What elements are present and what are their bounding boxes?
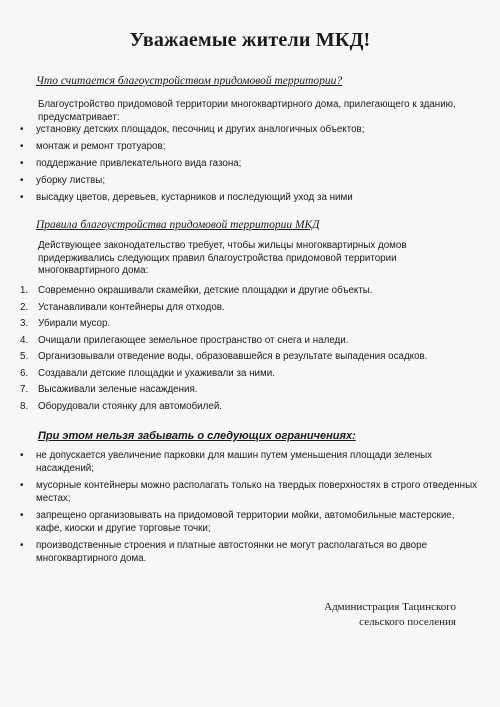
item-number: 5. bbox=[20, 351, 29, 362]
list-item: • производственные строения и платные автостоянки не могут располагаться во дворе многоквартирного дома. bbox=[18, 540, 478, 565]
list-item: • запрещено организовывать на придомовой территории мойки, автомобильные мастерские, кафе, киоски и другие торговые точки; bbox=[18, 510, 478, 535]
list-item bbox=[20, 318, 480, 331]
item-number: 2. bbox=[20, 301, 29, 313]
item-number: 1. bbox=[20, 285, 29, 296]
list-item bbox=[20, 285, 480, 298]
item-text: Организовывали отведение воды, образовавшейся в результате выпадения осадков. bbox=[38, 351, 428, 362]
section3-list bbox=[18, 450, 478, 565]
item-text: Очищали прилегающее земельное пространство от снега и наледи. bbox=[38, 334, 349, 346]
item-text: Современно окрашивали скамейки, детские площадки и другие объекты. bbox=[38, 285, 373, 296]
list-item: • поддержание привлекательного вида газона; bbox=[18, 158, 478, 171]
section2-list bbox=[20, 285, 480, 413]
item-number: 6. bbox=[20, 367, 29, 379]
item-number: 7. bbox=[20, 384, 29, 395]
item-text: Создавали детские площадки и ухаживали за ними. bbox=[38, 367, 275, 379]
list-item bbox=[20, 368, 480, 381]
signature-line2: сельского поселения bbox=[359, 616, 456, 628]
signature-line1: Администрация Тацинского bbox=[324, 601, 456, 613]
section1-list bbox=[18, 124, 478, 205]
list-item bbox=[20, 351, 480, 364]
section2-heading: Правила благоустройства придомовой территории МКД bbox=[36, 219, 320, 231]
signature-block bbox=[296, 600, 456, 630]
item-number: 3. bbox=[20, 318, 29, 329]
list-item: • монтаж и ремонт тротуаров; bbox=[18, 141, 478, 154]
list-item bbox=[20, 302, 480, 315]
item-text: Оборудовали стоянку для автомобилей. bbox=[38, 400, 223, 412]
section2-intro: Действующее законодательство требует, чтобы жильцы многоквартирных домов придерживались следующих правил благоустройства придомовой территории многоквартирного дома: bbox=[38, 240, 407, 276]
list-item: • установку детских площадок, песочниц и других аналогичных объектов; bbox=[18, 124, 478, 137]
list-item: • мусорные контейнеры можно располагать только на твердых поверхностях в строго отведенных местах; bbox=[18, 480, 478, 505]
item-text: Устанавливали контейнеры для отходов. bbox=[38, 301, 225, 313]
section1-intro: Благоустройство придомовой территории многоквартирного дома, прилегающего к зданию, предусматривает: bbox=[38, 99, 456, 123]
list-item: • уборку листвы; bbox=[18, 175, 478, 188]
item-number: 4. bbox=[20, 334, 29, 346]
section1-heading: Что считается благоустройством придомовой территории? bbox=[36, 75, 343, 87]
list-item: • не допускается увеличение парковки для машин путем уменьшения площади зеленых насаждений; bbox=[18, 450, 478, 475]
list-item bbox=[20, 384, 480, 397]
item-text: Убирали мусор. bbox=[38, 318, 111, 329]
list-item bbox=[20, 401, 480, 414]
page-title: Уважаемые жители МКД! bbox=[129, 29, 371, 51]
list-item: • высадку цветов, деревьев, кустарников и последующий уход за ними bbox=[18, 192, 478, 205]
list-item bbox=[20, 335, 480, 348]
item-text: Высаживали зеленые насаждения. bbox=[38, 384, 198, 395]
section3-heading: При этом нельзя забывать о следующих ограничениях: bbox=[38, 430, 356, 442]
item-number: 8. bbox=[20, 400, 29, 412]
